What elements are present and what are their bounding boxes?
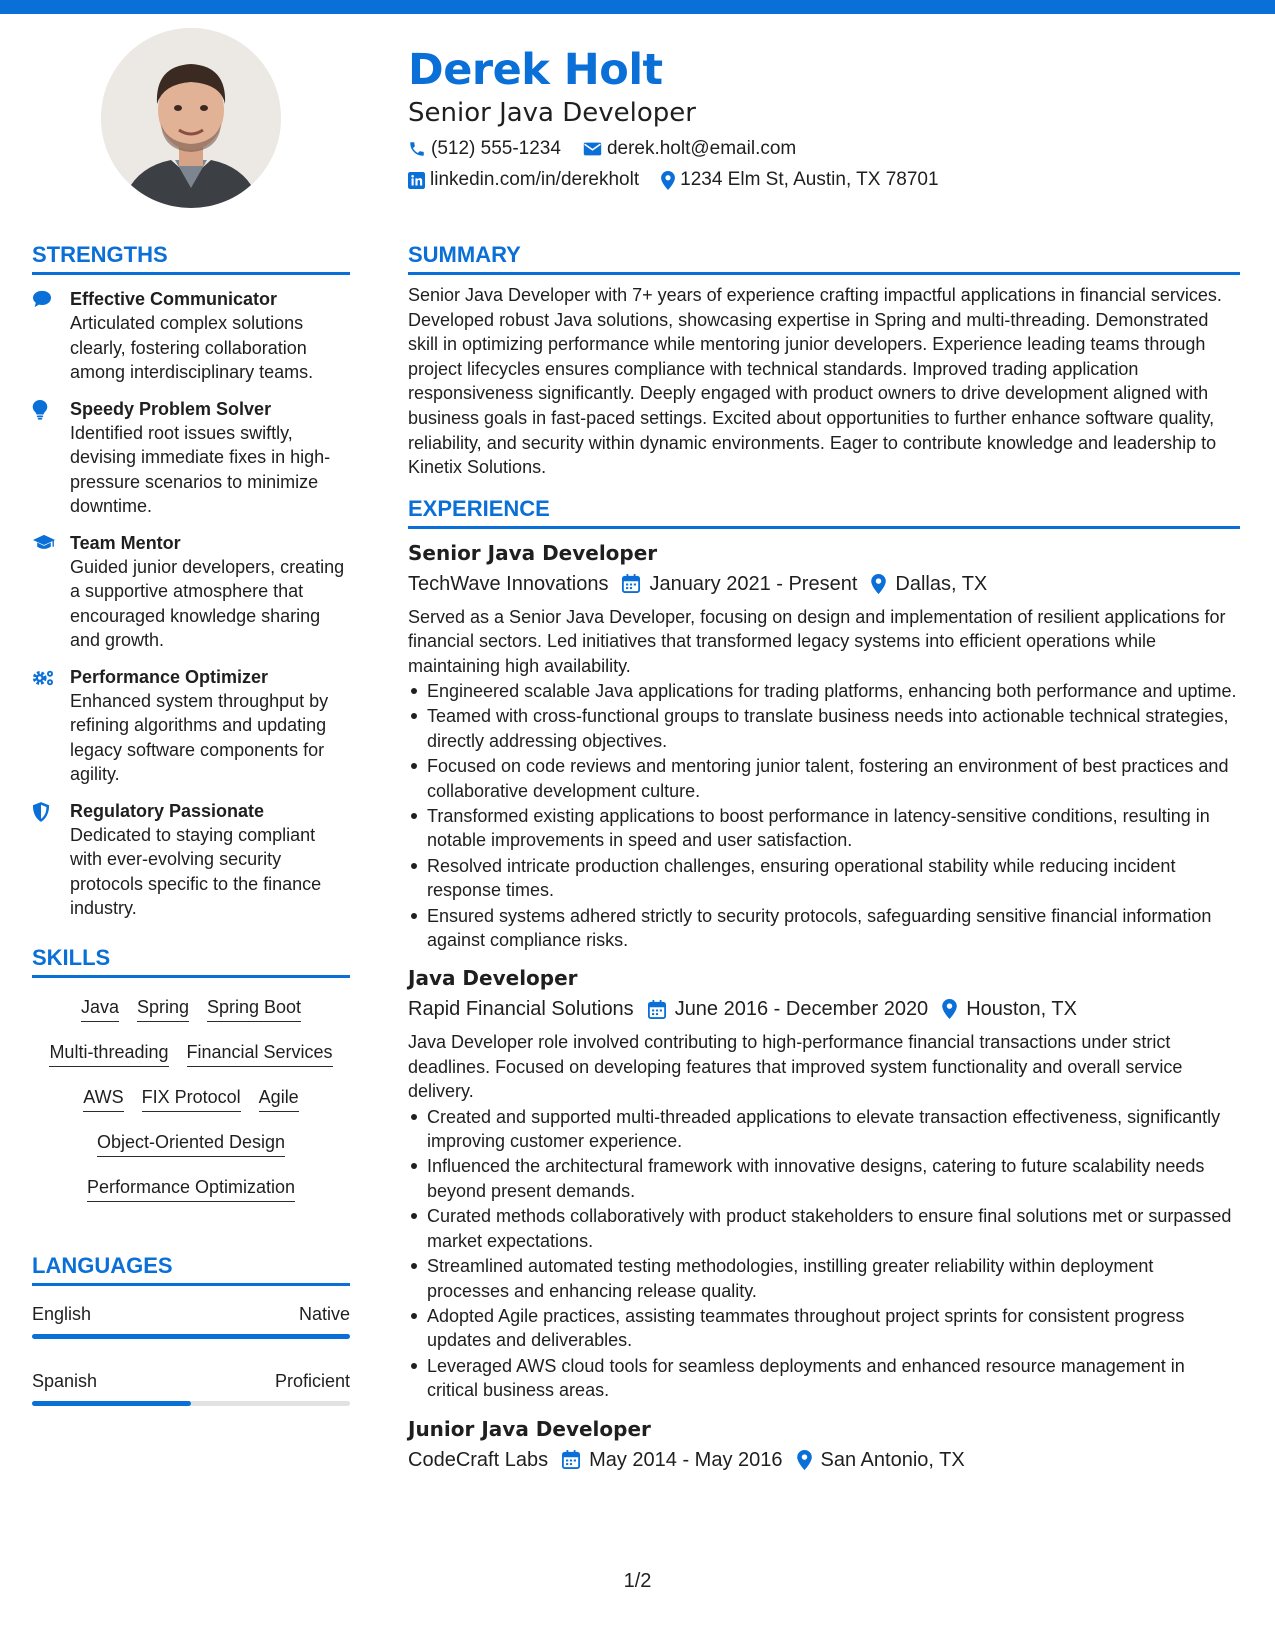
contact-phone xyxy=(408,136,561,162)
job-bullets xyxy=(427,1105,1240,1403)
job-bullet: Teamed with cross-functional groups to translate business needs into actionable technical strategies, directly addressing objectives. xyxy=(427,704,1240,753)
job-bullet: Leveraged AWS cloud tools for seamless deployments and enhanced resource management in critical business areas. xyxy=(427,1354,1240,1403)
strength-item xyxy=(32,287,350,385)
strength-title: Effective Communicator xyxy=(70,289,278,309)
job-location xyxy=(942,994,1077,1024)
job-bullet: Curated methods collaboratively with product stakeholders to ensure final solutions met or surpassed market expectations. xyxy=(427,1204,1240,1253)
strength-item xyxy=(32,799,350,921)
strengths-heading: STRENGTHS xyxy=(32,240,350,275)
language-item xyxy=(32,1302,350,1339)
strength-desc: Dedicated to staying compliant with ever-evolving security protocols specific to the finance industry. xyxy=(70,824,322,918)
calendar-icon xyxy=(622,574,640,593)
calendar-icon xyxy=(562,1450,580,1469)
job-company: Rapid Financial Solutions xyxy=(408,998,634,1021)
skill-tag: Spring Boot xyxy=(207,995,301,1022)
job-company: TechWave Innovations xyxy=(408,572,609,595)
skill-tag: Spring xyxy=(137,995,189,1022)
skills-heading: SKILLS xyxy=(32,943,350,978)
job-bullet: Streamlined automated testing methodologies, instilling greater reliability within deployment processes and enhancing release quality. xyxy=(427,1254,1240,1303)
shield-icon xyxy=(32,802,50,822)
job-dates-text: May 2014 - May 2016 xyxy=(589,1448,783,1471)
skill-tag: Agile xyxy=(259,1085,299,1112)
job-meta xyxy=(408,1445,1240,1475)
job-dates xyxy=(562,1445,782,1475)
strength-title: Speedy Problem Solver xyxy=(70,398,272,419)
skill-tag: Object-Oriented Design xyxy=(97,1130,285,1157)
job-title: Senior Java Developer xyxy=(408,540,658,565)
languages-heading: LANGUAGES xyxy=(32,1251,350,1286)
job-location-text: Houston, TX xyxy=(966,998,1077,1021)
job-title: Junior Java Developer xyxy=(408,1416,651,1441)
contact-row-1 xyxy=(408,136,1238,162)
job-location-text: Dallas, TX xyxy=(895,572,988,595)
map-pin-icon xyxy=(797,1450,812,1470)
lightbulb-icon xyxy=(32,400,48,420)
strength-desc: Articulated complex solutions clearly, fostering collaboration among interdisciplinary teams. xyxy=(70,313,314,382)
job-bullets xyxy=(427,679,1240,952)
skill-tag: Java xyxy=(81,995,119,1022)
contact-address xyxy=(661,167,938,193)
profile-photo xyxy=(101,28,281,208)
job-entry xyxy=(408,964,1240,1402)
job-bullet: Ensured systems adhered strictly to security protocols, safeguarding sensitive financial information against compliance risks. xyxy=(427,904,1240,953)
resume-header xyxy=(408,44,1238,193)
strength-desc: Identified root issues swiftly, devising immediate fixes in high-pressure scenarios to minimize downtime. xyxy=(70,422,331,516)
strength-desc: Enhanced system throughput by refining algorithms and updating legacy software components for agility. xyxy=(70,690,329,784)
strength-item xyxy=(32,665,350,787)
language-name: Spanish xyxy=(32,1370,98,1391)
map-pin-icon xyxy=(871,574,886,594)
job-location xyxy=(797,1445,965,1475)
strength-title: Performance Optimizer xyxy=(70,666,269,687)
job-location-text: San Antonio, TX xyxy=(820,1448,965,1471)
language-name: English xyxy=(32,1303,92,1324)
job-bullet: Transformed existing applications to boost performance in latency-sensitive conditions, resulting in notable improvements in speed and user satisfaction. xyxy=(427,804,1240,853)
gears-icon xyxy=(32,668,56,688)
linkedin-text: linkedin.com/in/derekholt xyxy=(430,169,640,190)
language-bar-fill xyxy=(32,1334,350,1339)
calendar-icon xyxy=(648,1000,666,1019)
contact-email[interactable] xyxy=(583,136,796,162)
job-bullet: Focused on code reviews and mentoring junior talent, fostering an environment of best practices and collaborative development culture. xyxy=(427,754,1240,803)
experience-list xyxy=(408,539,1240,1475)
job-dates-text: January 2021 - Present xyxy=(649,572,858,595)
job-dates xyxy=(648,994,929,1024)
skill-tag: Financial Services xyxy=(187,1040,333,1067)
job-dates-text: June 2016 - December 2020 xyxy=(674,998,929,1021)
skill-tag: Performance Optimization xyxy=(87,1175,295,1202)
language-bar-fill xyxy=(32,1401,191,1406)
experience-heading: EXPERIENCE xyxy=(408,494,1240,529)
job-location xyxy=(871,569,987,599)
top-accent-bar xyxy=(0,0,1275,14)
strength-title: Regulatory Passionate xyxy=(70,800,265,821)
left-column xyxy=(32,240,350,1406)
address-text: 1234 Elm St, Austin, TX 78701 xyxy=(680,169,939,190)
job-bullet: Engineered scalable Java applications for trading platforms, enhancing both performance and uptime. xyxy=(427,679,1240,703)
skill-tag: FIX Protocol xyxy=(142,1085,241,1112)
skill-tag: AWS xyxy=(83,1085,123,1112)
candidate-name: Derek Holt xyxy=(408,45,663,95)
language-level: Proficient xyxy=(274,1370,350,1391)
job-description: Served as a Senior Java Developer, focusing on design and implementation of resilient applications for financial sectors. Led initiatives that transformed legacy systems into efficient operations while maintaining high availability. xyxy=(408,606,1226,676)
job-description: Java Developer role involved contributing to high-performance financial transactions under strict deadlines. Focused on developing features that improved system functionality and overall service delivery. xyxy=(408,1032,1183,1102)
contact-row-2 xyxy=(408,167,1238,193)
speech-bubble-icon xyxy=(32,290,52,308)
linkedin-icon xyxy=(408,172,425,189)
right-column xyxy=(408,240,1240,1475)
job-entry xyxy=(408,1415,1240,1475)
page-number: 1/2 xyxy=(623,1570,652,1592)
skill-tag: Multi-threading xyxy=(49,1040,168,1067)
strength-item xyxy=(32,531,350,653)
job-bullet: Influenced the architectural framework with innovative designs, catering to future scalability needs beyond present demands. xyxy=(427,1154,1240,1203)
language-bar xyxy=(32,1401,350,1406)
strength-item xyxy=(32,397,350,519)
job-title: Java Developer xyxy=(408,966,578,991)
email-text: derek.holt@email.com xyxy=(606,138,797,159)
strength-desc: Guided junior developers, creating a supportive atmosphere that encouraged knowledge sharing and growth. xyxy=(70,556,345,650)
phone-icon xyxy=(408,140,426,158)
phone-text: (512) 555-1234 xyxy=(431,138,561,159)
summary-text: Senior Java Developer with 7+ years of experience crafting impactful applications in financial services. Developed robust Java solutions, showcasing expertise in Spring and multi-threading. Demonstrated skill in optimizing performance while mentoring junior developers. Experience leading teams through project lifecycles ensures compliance with technical standards. Improved trading application responsiveness significantly. Deeply engaged with product owners to drive development aligned with business goals in fast-paced settings. Excited about opportunities to further enhance software quality, reliability, and security within dynamic environments. Eager to contribute knowledge and leadership to Kinetix Solutions. xyxy=(408,285,1222,478)
map-pin-icon xyxy=(661,171,675,190)
language-level: Native xyxy=(298,1303,350,1324)
strength-title: Team Mentor xyxy=(70,532,181,553)
candidate-title: Senior Java Developer xyxy=(408,98,696,128)
skills-list xyxy=(32,978,350,1211)
job-entry xyxy=(408,539,1240,953)
job-company: CodeCraft Labs xyxy=(408,1448,549,1471)
job-bullet: Adopted Agile practices, assisting teammates throughout project sprints for consistent progress updates and deliverables. xyxy=(427,1304,1240,1353)
graduation-cap-icon xyxy=(32,534,56,551)
summary-heading: SUMMARY xyxy=(408,240,1240,275)
map-pin-icon xyxy=(942,999,957,1019)
envelope-icon xyxy=(583,141,602,157)
job-bullet: Created and supported multi-threaded applications to elevate transaction effectiveness, significantly improving customer experience. xyxy=(427,1105,1240,1154)
job-bullet: Resolved intricate production challenges, ensuring operational stability while reducing incident response times. xyxy=(427,854,1240,903)
language-item xyxy=(32,1369,350,1406)
contact-linkedin[interactable] xyxy=(408,167,639,193)
job-dates xyxy=(622,569,857,599)
job-meta xyxy=(408,994,1240,1024)
job-meta xyxy=(408,569,1240,599)
language-bar xyxy=(32,1334,350,1339)
